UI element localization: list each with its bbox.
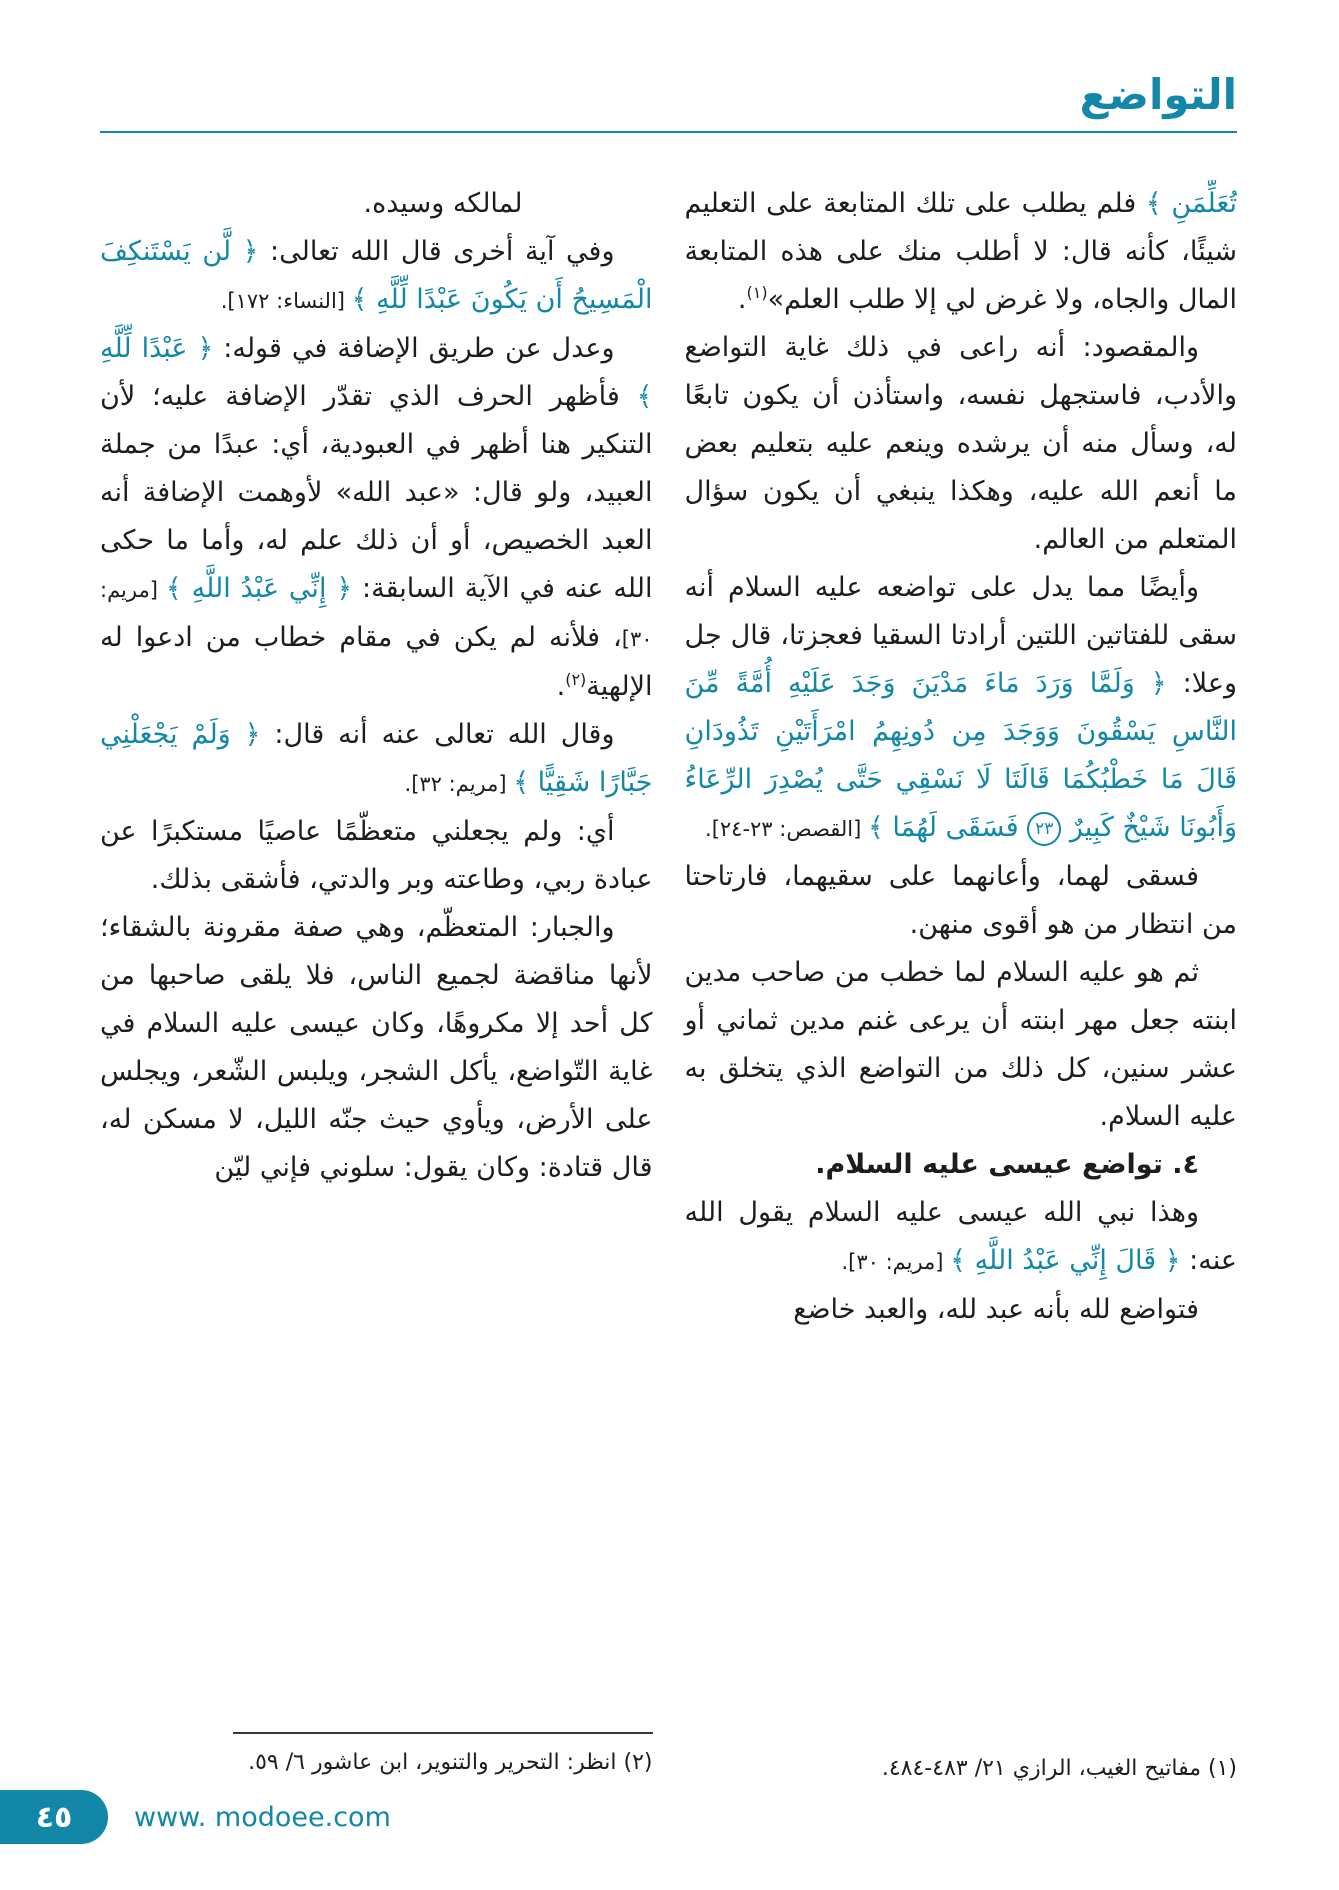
body-text: ، فلأنه لم يكن في مقام خطاب من ادعوا له الإلهية	[100, 622, 653, 702]
page-header	[100, 70, 1237, 133]
body-text: وعدل عن طريق الإضافة في قوله:	[213, 333, 615, 364]
body-text: لمالكه وسيده.	[363, 188, 523, 219]
footnote-marker: (١)	[746, 283, 768, 302]
body-text: فلم يطلب على تلك المتابعة على التعليم شيئًا، كأنه قال: لا أطلب منك على هذه المتابعة المال والجاه، ولا غرض لي إلا طلب العلم»	[684, 188, 1237, 315]
quran-verse: تُعَلِّمَنِ ﴾	[1136, 188, 1237, 219]
footnote-1: (١) مفاتيح الغيب، الرازي ٢١/ ٤٨٣-٤٨٤.	[881, 1756, 1237, 1781]
section-heading	[685, 1141, 1238, 1189]
paragraph	[685, 1286, 1238, 1334]
verse-reference: [القصص: ٢٣-٢٤].	[705, 817, 869, 841]
ayah-number-mark: ٢٣	[1027, 812, 1061, 846]
quran-verse: ﴿ وَلَمْ يَجْعَلْنِي جَبَّارًا شَقِيًّا ﴾	[100, 719, 653, 798]
body-text: فتواضع لله بأنه عبد لله، والعبد خاضع	[793, 1294, 1199, 1325]
right-column	[685, 180, 1238, 1730]
paragraph	[685, 180, 1238, 324]
body-text: فأظهر الحرف الذي تقدّر الإضافة عليه؛ لأن التنكير هنا أظهر في العبودية، أي: عبدًا من جملة العبيد، ولو قال: «عبد الله» لأوهمت الإضافة أنه العبد الخصيص، أو أن ذلك علم له، وأما ما حكى الله عنه في الآية السابقة:	[100, 381, 653, 604]
paragraph	[100, 904, 653, 1192]
quran-verse: ﴿ عَبْدًا لِّلَّهِ ﴾	[100, 333, 653, 412]
left-column	[100, 180, 653, 1730]
body-text: ٤. تواضع عيسى عليه السلام.	[815, 1149, 1199, 1180]
verse-reference: [مريم: ٣٠].	[841, 1250, 951, 1274]
quran-verse: ﴿ إِنِّي عَبْدُ اللَّهِ ﴾	[165, 573, 353, 604]
header-divider	[100, 131, 1237, 133]
verse-reference: [مريم: ٣٠]	[100, 578, 653, 651]
body-text: والمقصود: أنه راعى في ذلك غاية التواضع والأدب، فاستجهل نفسه، واستأذن أن يكون تابعًا له، وسأل منه أن يرشده وينعم عليه بتعليم بعض ما أنعم الله عليه، وهكذا ينبغي أن يكون سؤال المتعلم من العالم.	[684, 332, 1237, 555]
chapter-title: التواضع	[1079, 70, 1237, 119]
footnotes-area	[100, 1732, 1237, 1786]
body-text: والجبار: المتعظّم، وهي صفة مقرونة بالشقاء؛ لأنها مناقضة لجميع الناس، فلا يلقى صاحبها من كل أحد إلا مكروهًا، وكان عيسى عليه السلام في غاية التّواضع، يأكل الشجر، ويلبس الشّعر، ويجلس على الأرض، ويأوي حيث جنّه الليل، لا مسكن له، قال قتادة: وكان يقول: سلوني فإني ليّن	[100, 912, 653, 1183]
body-text: وفي آية أخرى قال الله تعالى:	[258, 236, 615, 267]
text-columns	[100, 180, 1237, 1730]
footnote-divider	[233, 1732, 653, 1734]
body-text: أي: ولم يجعلني متعظّمًا عاصيًا مستكبرًا عن عبادة ربي، وطاعته وبر والدتي، فأشقى بذلك.	[100, 816, 653, 895]
quran-verse: ﴿ لَّن يَسْتَنكِفَ الْمَسِيحُ أَن يَكُونَ عَبْدًا لِّلَّهِ ﴾	[100, 236, 653, 315]
paragraph	[100, 325, 653, 711]
body-text: .	[737, 284, 747, 315]
body-text: فسقى لهما، وأعانهما على سقيهما، فارتاحتا من انتظار من هو أقوى منهن.	[684, 861, 1237, 940]
footnote-2-area	[100, 1732, 653, 1786]
quran-verse: ﴿ وَلَمَّا وَرَدَ مَاءَ مَدْيَنَ وَجَدَ عَلَيْهِ أُمَّةً مِّنَ النَّاسِ يَسْقُونَ وَوَجَدَ مِن دُونِهِمُ امْرَأَتَيْنِ تَذُودَانِ قَالَ مَا خَطْبُكُمَا قَالَتَا لَا نَسْقِي حَتَّى يُصْدِرَ الرِّعَاءُ وَأَبُونَا شَيْخٌ كَبِيرٌ	[684, 668, 1237, 843]
paragraph	[685, 949, 1238, 1141]
paragraph	[100, 180, 653, 228]
footnote-2: (٢) انظر: التحرير والتنوير، ابن عاشور ٦/ ٥٩.	[248, 1750, 653, 1775]
paragraph	[685, 1189, 1238, 1286]
website-url: www. modoee.com	[134, 1802, 391, 1833]
verse-reference: [مريم: ٣٢].	[404, 772, 514, 796]
paragraph	[100, 228, 653, 325]
paragraph	[685, 324, 1238, 564]
footnote-1-area	[685, 1732, 1238, 1786]
body-text: .	[556, 671, 566, 702]
footnote-marker: (٢)	[565, 670, 587, 689]
body-text: ثم هو عليه السلام لما خطب من صاحب مدين ابنته جعل مهر ابنته أن يرعى غنم مدين ثماني أو عشر سنين، كل ذلك من التواضع الذي يتخلق به عليه السلام.	[684, 957, 1237, 1132]
paragraph	[100, 808, 653, 904]
quran-verse: ﴿ قَالَ إِنِّي عَبْدُ اللَّهِ ﴾	[950, 1245, 1181, 1276]
paragraph	[685, 853, 1238, 949]
body-text: وأيضًا مما يدل على تواضعه عليه السلام أنه سقى للفتاتين اللتين أرادتا السقيا فعجزتا، قال جل وعلا:	[684, 572, 1237, 699]
body-text: وهذا نبي الله عيسى عليه السلام يقول الله عنه:	[684, 1197, 1237, 1276]
verse-reference: [النساء: ١٧٢].	[220, 289, 352, 313]
body-text: وقال الله تعالى عنه أنه قال:	[260, 719, 615, 750]
page-number-badge: ٤٥	[0, 1790, 108, 1844]
quran-verse: فَسَقَى لَهُمَا ﴾	[868, 812, 1028, 843]
paragraph	[100, 711, 653, 808]
paragraph	[685, 564, 1238, 853]
